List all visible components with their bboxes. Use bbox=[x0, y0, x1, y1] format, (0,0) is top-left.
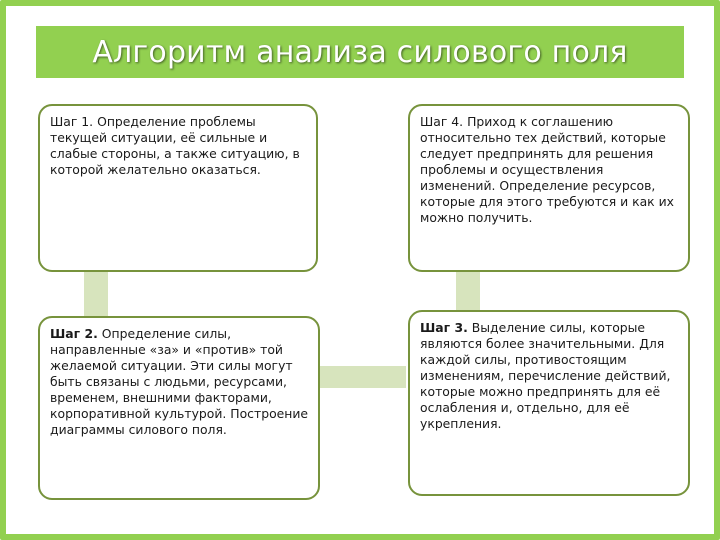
connector-step3-step4 bbox=[456, 270, 480, 312]
step-2-text: Определение силы, направленные «за» и «против» той желаемой ситуации. Эти силы могут быть связаны с людьми, ресурсами, временем, внешними факторами, корпоративной культурой. Построение диаграммы силового поля. bbox=[50, 326, 309, 437]
step-1-label: Шаг 1. bbox=[50, 114, 94, 129]
step-4-label: Шаг 4. bbox=[420, 114, 464, 129]
step-1-text: Определение проблемы текущей ситуации, её сильные и слабые стороны, а также ситуацию, в которой желательно оказаться. bbox=[50, 114, 300, 177]
step-3-label: Шаг 3. bbox=[420, 320, 468, 335]
connector-step1-step2 bbox=[84, 270, 108, 318]
step-1-box bbox=[38, 104, 318, 272]
step-4-text: Приход к соглашению относительно тех действий, которые следует предпринять для решения проблемы и осуществления изменений. Определение ресурсов, которые для этого требуются и как их можно получить. bbox=[420, 114, 674, 225]
step-2-label: Шаг 2. bbox=[50, 326, 98, 341]
connector-step2-step3 bbox=[318, 366, 406, 388]
slide-title: Алгоритм анализа силового поля bbox=[92, 34, 628, 70]
title-bar bbox=[36, 26, 684, 78]
step-3-text: Выделение силы, которые являются более значительными. Для каждой силы, противостоящим изменениям, перечисление действий, которые можно предпринять для её ослабления и, отдельно, для её укрепления. bbox=[420, 320, 671, 431]
step-3-box bbox=[408, 310, 690, 496]
step-2-box bbox=[38, 316, 320, 500]
step-4-box bbox=[408, 104, 690, 272]
